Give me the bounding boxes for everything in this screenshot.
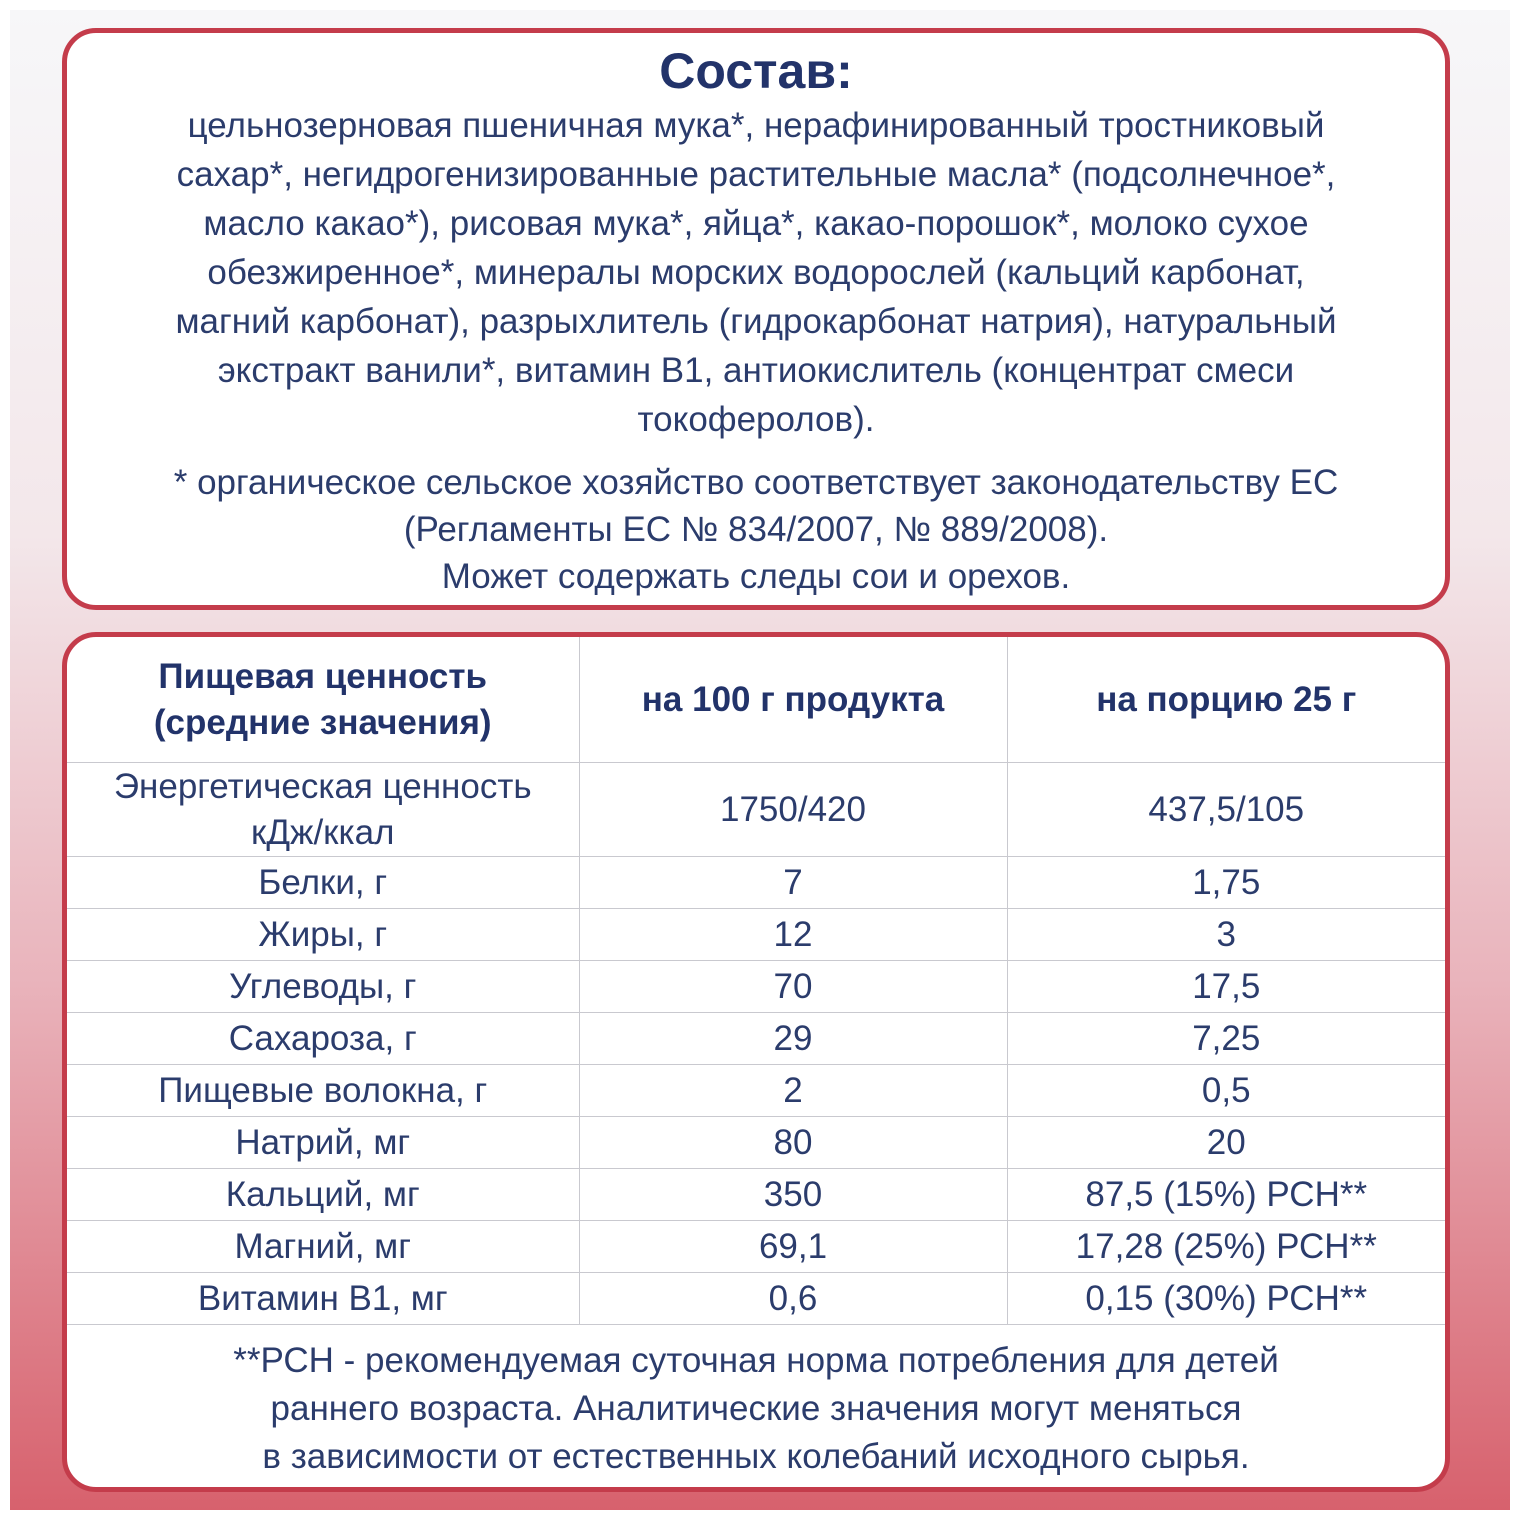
header-line: (средние значения) [153,702,492,742]
row-per25: 17,5 [1007,961,1445,1013]
table-header-row [67,637,1445,763]
footnote-line: раннего возраста. Аналитические значения могут меняться [270,1389,1242,1428]
row-per100: 0,6 [579,1273,1007,1325]
table-row-energy [67,763,1445,857]
composition-line: цельнозерновая пшеничная мука*, нерафинированный тростниковый [187,106,1325,145]
table-row [67,1013,1445,1065]
table-row [67,1221,1445,1273]
row-label: Сахароза, г [67,1013,579,1065]
nutrition-card [62,632,1450,1492]
row-per25: 7,25 [1007,1013,1445,1065]
footnote-line: **РСН - рекомендуемая суточная норма потребления для детей [233,1341,1279,1380]
row-per25: 20 [1007,1117,1445,1169]
row-label: Белки, г [67,857,579,909]
row-per100: 70 [579,961,1007,1013]
header-per-serving: на порцию 25 г [1007,637,1445,763]
header-per-100g: на 100 г продукта [579,637,1007,763]
row-label: Углеводы, г [67,961,579,1013]
composition-line: магний карбонат), разрыхлитель (гидрокарбонат натрия), натуральный [175,302,1337,341]
row-per100: 69,1 [579,1221,1007,1273]
composition-line: масло какао*), рисовая мука*, яйца*, какао-порошок*, молоко сухое [203,204,1309,243]
energy-per100: 1750/420 [579,763,1007,857]
energy-label [67,763,579,857]
row-per25: 0,5 [1007,1065,1445,1117]
nutrition-table [67,637,1445,1325]
table-row [67,1169,1445,1221]
row-per25: 3 [1007,909,1445,961]
row-per25: 17,28 (25%) РСН** [1007,1221,1445,1273]
composition-text [67,101,1445,444]
energy-label-line: Энергетическая ценность [113,766,532,806]
table-row [67,1065,1445,1117]
header-nutrition-value [67,637,579,763]
footnote-line: в зависимости от естественных колебаний исходного сырья. [262,1437,1250,1476]
composition-title: Состав: [659,43,853,99]
organic-note [67,459,1445,600]
row-label: Витамин В1, мг [67,1273,579,1325]
row-label: Пищевые волокна, г [67,1065,579,1117]
table-row [67,909,1445,961]
row-label: Магний, мг [67,1221,579,1273]
row-per25: 87,5 (15%) РСН** [1007,1169,1445,1221]
row-per25: 1,75 [1007,857,1445,909]
row-per100: 80 [579,1117,1007,1169]
rsn-footnote [67,1337,1445,1481]
table-row [67,1117,1445,1169]
row-per100: 12 [579,909,1007,961]
table-row [67,857,1445,909]
note-line: (Регламенты ЕС № 834/2007, № 889/2008). [403,510,1109,549]
table-row [67,1273,1445,1325]
composition-line: токоферолов). [637,400,875,439]
row-per100: 350 [579,1169,1007,1221]
note-line: * органическое сельское хозяйство соответствует законодательству ЕС [173,463,1339,502]
composition-card [62,28,1450,610]
note-line: Может содержать следы сои и орехов. [441,557,1071,596]
row-per25: 0,15 (30%) РСН** [1007,1273,1445,1325]
table-row [67,961,1445,1013]
energy-per25: 437,5/105 [1007,763,1445,857]
composition-line: обезжиренное*, минералы морских водорослей (кальций карбонат, [207,253,1305,292]
composition-line: экстракт ванили*, витамин В1, антиокислитель (концентрат смеси [217,351,1295,390]
row-label: Натрий, мг [67,1117,579,1169]
row-per100: 2 [579,1065,1007,1117]
header-line: Пищевая ценность [158,656,488,696]
row-label: Жиры, г [67,909,579,961]
energy-label-line: кДж/ккал [251,812,395,852]
composition-line: сахар*, негидрогенизированные растительные масла* (подсолнечное*, [176,155,1336,194]
row-per100: 7 [579,857,1007,909]
row-label: Кальций, мг [67,1169,579,1221]
row-per100: 29 [579,1013,1007,1065]
